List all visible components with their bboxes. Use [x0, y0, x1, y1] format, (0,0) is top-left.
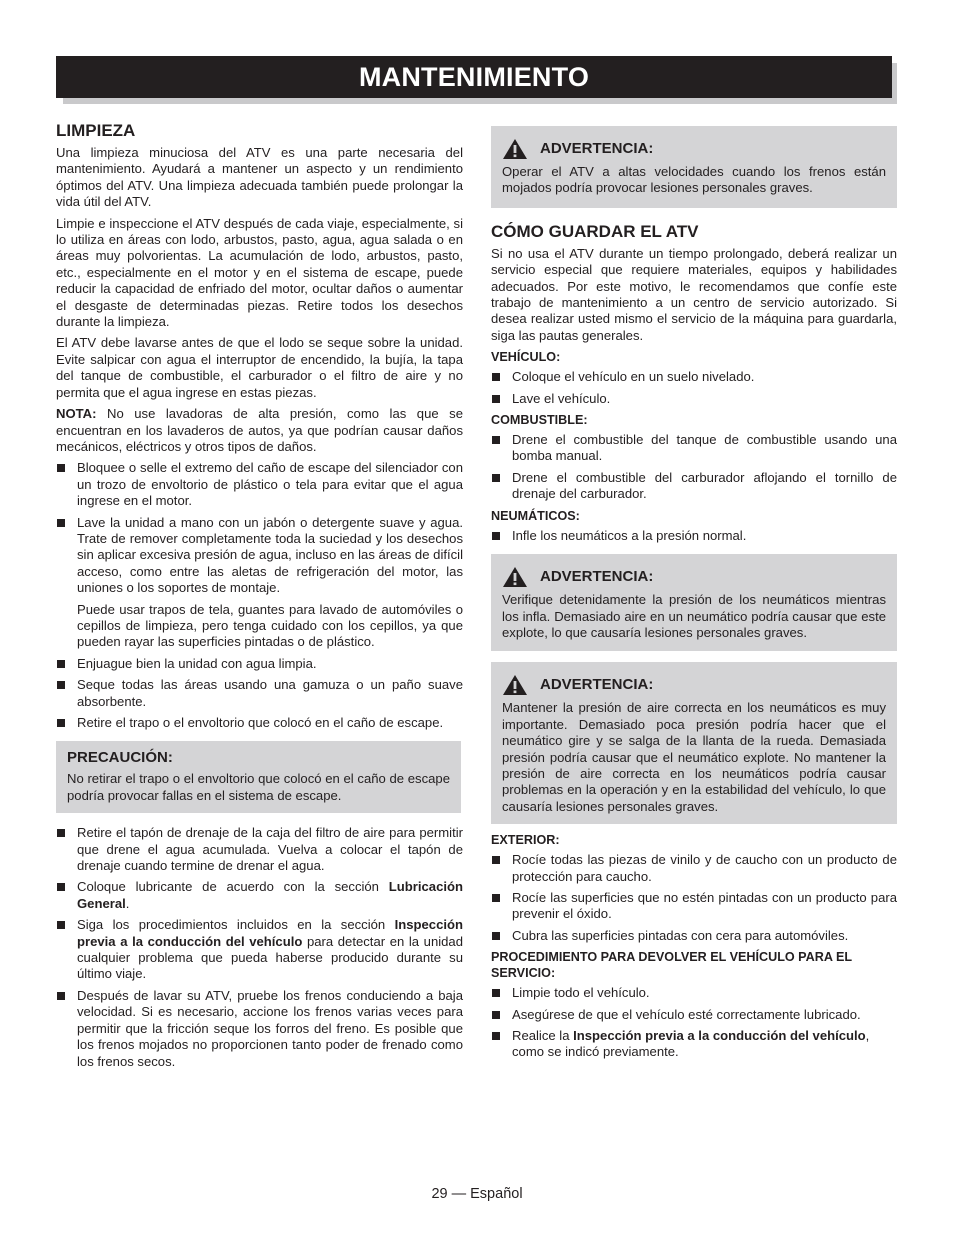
list-item: Limpie todo el vehículo.	[491, 985, 897, 1001]
bullet-square-icon	[492, 373, 500, 381]
list-item: Rocíe las superficies que no estén pintadas con un producto para prevenir el óxido.	[491, 890, 897, 923]
list-item: Realice la Inspección previa a la conducción del vehículo, como se indicó previamente.	[491, 1028, 897, 1061]
caution-text: No retirar el trapo o el envoltorio que colocó en el caño de escape podría provocar fallas en el sistema de escape.	[67, 771, 450, 803]
page-title: MANTENIMIENTO	[56, 56, 892, 98]
vehicle-list	[491, 369, 897, 407]
warning-box-tire-pressure	[491, 662, 897, 824]
procedure-list	[491, 985, 897, 1061]
page-footer: 29 — Español	[431, 1186, 523, 1202]
list-item: Bloquee o selle el extremo del caño de escape del silenciador con un trozo de envoltorio de plástico o tela para evitar que el agua ingrese en el motor.	[56, 460, 463, 509]
caution-box	[56, 741, 461, 813]
note-text: No use lavadoras de alta presión, como las que se encuentran en los lavaderos de autos, ya que podrían causar daños mecánicos, eléctricos y otros tipos de daños.	[56, 406, 463, 454]
list-item: Drene el combustible del tanque de combustible usando una bomba manual.	[491, 432, 897, 465]
list-item-continuation: Puede usar trapos de tela, guantes para lavado de automóviles o cepillos de limpieza, pero tenga cuidado con los cepillos, ya que pueden rayar las superficies pintadas o de plástico.	[77, 601, 463, 650]
caution-title: PRECAUCIÓN:	[67, 749, 173, 767]
list-item: Lave el vehículo.	[491, 391, 897, 407]
bullet-square-icon	[57, 681, 65, 689]
bullet-square-icon	[492, 532, 500, 540]
warning-title: ADVERTENCIA:	[540, 140, 654, 157]
list-item: Retire el trapo o el envoltorio que colocó en el caño de escape.	[56, 715, 463, 731]
warning-title: ADVERTENCIA:	[540, 568, 654, 586]
bullet-square-icon	[57, 883, 65, 891]
inspection-section-ref: Inspección previa a la conducción del vehículo	[77, 917, 463, 949]
note-label: NOTA:	[56, 406, 97, 422]
bullet-square-icon	[57, 829, 65, 837]
paragraph: Limpie e inspeccione el ATV después de cada viaje, especialmente, si lo utiliza en áreas con lodo, arbustos, pasto, agua, agua salada o en áreas muy polvorientas. La acumulación de lodo, arbustos, pasto, etc., especialmente en el motor y en el sistema de escape, puede reducir la capacidad de enfriado del motor, ocultar daños o aumentar el desgaste de determinadas piezas. Retire todos los desechos durante la limpieza.	[56, 215, 463, 330]
left-column	[56, 121, 463, 1075]
warning-text: Mantener la presión de aire correcta en los neumáticos es muy importante. Demasiado poca presión podría hacer que el neumático gire y se salga de la llanta de la rueda. Demasiada presión podría causar que el neumático explote. No mantener la presión de aire correcta en los neumáticos podría causar problemas en la operación y en la estabilidad del vehículo, lo que causaría lesiones personales graves.	[502, 700, 886, 814]
warning-box-brakes	[491, 126, 897, 208]
bullet-square-icon	[492, 989, 500, 997]
section-heading-limpieza: LIMPIEZA	[56, 121, 136, 140]
bullet-square-icon	[57, 519, 65, 527]
warning-title: ADVERTENCIA:	[540, 676, 654, 694]
warning-text: Operar el ATV a altas velocidades cuando los frenos están mojados podría provocar lesiones personales graves.	[502, 164, 886, 196]
subheading-vehiculo: VEHÍCULO:	[491, 350, 561, 365]
bullet-square-icon	[492, 436, 500, 444]
bullet-square-icon	[492, 395, 500, 403]
after-cleaning-list	[56, 825, 463, 1070]
list-item: Coloque lubricante de acuerdo con la sección Lubricación General.	[56, 879, 463, 912]
subheading-exterior: EXTERIOR:	[491, 833, 560, 848]
bullet-square-icon	[57, 464, 65, 472]
cleaning-steps-list	[56, 460, 463, 731]
warning-triangle-icon	[502, 138, 528, 160]
list-item: Rocíe todas las piezas de vinilo y de caucho con un producto de protección para caucho.	[491, 852, 897, 885]
bullet-square-icon	[57, 921, 65, 929]
list-item: Drene el combustible del carburador aflojando el tornillo de drenaje del carburador.	[491, 470, 897, 503]
bullet-square-icon	[492, 1032, 500, 1040]
bullet-square-icon	[57, 660, 65, 668]
list-item: Siga los procedimientos incluidos en la sección Inspección previa a la conducción del vehículo para detectar en la unidad cualquier problema que pueda haberse producido durante su último viaje.	[56, 917, 463, 983]
bullet-square-icon	[492, 1011, 500, 1019]
list-item: Retire el tapón de drenaje de la caja del filtro de aire para permitir que drene el agua acumulada. Vuelva a colocar el tapón de drenaje cuando termine de drenar el agua.	[56, 825, 463, 874]
list-item: Infle los neumáticos a la presión normal.	[491, 528, 897, 544]
warning-text: Verifique detenidamente la presión de los neumáticos mientras los infla. Demasiado aire en un neumático podría causar que este explote, lo que causaría lesiones personales graves.	[502, 592, 886, 640]
inspection-section-ref: Inspección previa a la conducción del vehículo	[573, 1028, 866, 1043]
subheading-procedure: PROCEDIMIENTO PARA DEVOLVER EL VEHÍCULO PARA EL SERVICIO:	[491, 950, 852, 981]
list-item: Seque todas las áreas usando una gamuza o un paño suave absorbente.	[56, 677, 463, 710]
bullet-square-icon	[492, 856, 500, 864]
paragraph: Una limpieza minuciosa del ATV es una parte necesaria del mantenimiento. Ayudará a mantener un aspecto y un rendimiento óptimos del ATV. Una limpieza adecuada también puede prolongar la vida útil del ATV.	[56, 145, 463, 210]
section-heading-storage: CÓMO GUARDAR EL ATV	[491, 221, 699, 241]
list-item: Coloque el vehículo en un suelo nivelado.	[491, 369, 897, 385]
warning-triangle-icon	[502, 674, 528, 696]
list-item: Cubra las superficies pintadas con cera para automóviles.	[491, 928, 897, 944]
list-item: Asegúrese de que el vehículo esté correctamente lubricado.	[491, 1007, 897, 1023]
subheading-neumaticos: NEUMÁTICOS:	[491, 508, 580, 523]
note-paragraph	[56, 406, 463, 455]
list-item: Después de lavar su ATV, pruebe los frenos conduciendo a baja velocidad. Si es necesario, accione los frenos varias veces para permitir que la fricción seque los forros del freno. Es posible que los frenos mojados no proporcionen tanto poder de frenado como los frenos secos.	[56, 988, 463, 1070]
tires-list	[491, 528, 897, 544]
bullet-square-icon	[57, 992, 65, 1000]
bullet-square-icon	[492, 474, 500, 482]
exterior-list	[491, 852, 897, 944]
lubrication-section-ref: Lubricación General	[77, 879, 463, 911]
right-column	[491, 126, 897, 1066]
paragraph: El ATV debe lavarse antes de que el lodo se seque sobre la unidad. Evite salpicar con agua el interruptor de encendido, la bujía, la tapa del tanque de combustible, el carburador o el filtro de aire y no permita que el agua ingrese en estas piezas.	[56, 335, 463, 400]
warning-box-tire-inflation	[491, 554, 897, 651]
bullet-square-icon	[492, 894, 500, 902]
subheading-combustible: COMBUSTIBLE:	[491, 413, 588, 428]
list-item: Enjuague bien la unidad con agua limpia.	[56, 656, 463, 672]
fuel-list	[491, 432, 897, 503]
bullet-square-icon	[492, 932, 500, 940]
bullet-square-icon	[57, 719, 65, 727]
warning-triangle-icon	[502, 566, 528, 588]
paragraph: Si no usa el ATV durante un tiempo prolongado, deberá realizar un servicio especial que requiere materiales, equipos y habilidades adecuados. Por este motivo, le recomendamos que confíe este trabajo de mantenimiento a un centro de servicio autorizado. Si desea realizar usted mismo el servicio de la máquina para guardarla, siga las pautas generales.	[491, 245, 897, 343]
list-item: Lave la unidad a mano con un jabón o detergente suave y agua. Trate de remover completamente toda la suciedad y los desechos sin aplicar excesiva presión de agua, incluso en las áreas de difícil acceso, como entre las aletas de refrigeración del motor, las uniones o los soportes de montaje.	[56, 515, 463, 597]
